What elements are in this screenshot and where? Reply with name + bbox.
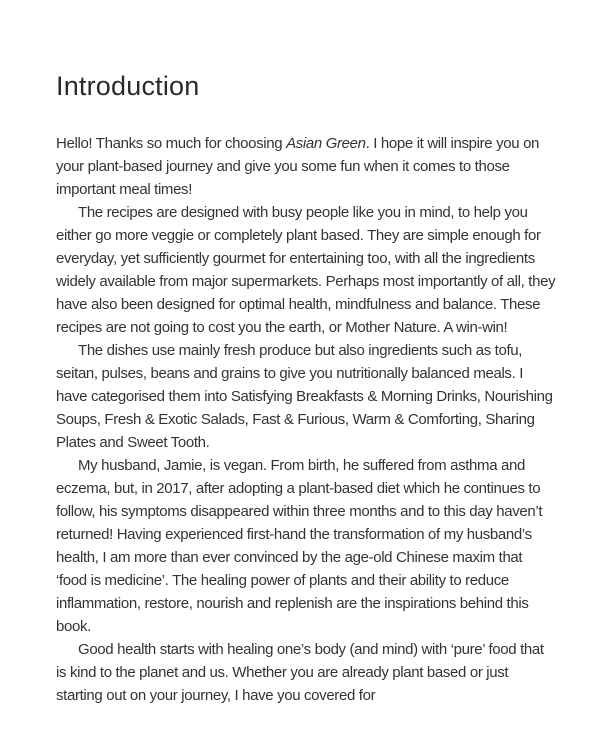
paragraph [56,132,556,201]
paragraph: My husband, Jamie, is vegan. From birth, he suffered from asthma and eczema, but, in 2017, after adopting a plant-based diet which he continues to follow, his symptoms disappeared within three months and to this day haven’t returned! Having experienced first-hand the transformation of my husband’s health, I am more than ever convinced by the age-old Chinese maxim that ‘food is medicine’. The healing power of plants and their ability to reduce inflammation, restore, nourish and replenish are the inspirations behind this book. [56,457,543,635]
paragraph-text: Hello! Thanks so much for choosing [56,135,287,152]
chapter-title: Introduction [56,71,200,101]
paragraph: The recipes are designed with busy people like you in mind, to help you either go more veggie or completely plant based. They are simple enough for everyday, yet sufficiently gourmet for entertaining too, with all the ingredients widely available from major supermarkets. Perhaps most importantly of all, they have also been designed for optimal health, mindfulness and balance. These recipes are not going to cost you the earth, or Mother Nature. A win-win! [56,204,556,336]
paragraph-text: . I hope it will inspire you on your plant-based journey and give you some fun when it comes to those important meal times! [56,135,540,198]
paragraph: The dishes use mainly fresh produce but also ingredients such as tofu, seitan, pulses, beans and grains to give you nutritionally balanced meals. I have categorised them into Satisfying Breakfasts & Morning Drinks, Nourishing Soups, Fresh & Exotic Salads, Fast & Furious, Warm & Comforting, Sharing Plates and Sweet Tooth. [56,342,553,451]
paragraph: Good health starts with healing one’s body (and mind) with ‘pure’ food that is kind to the planet and us. Whether you are already plant based or just starting out on your journey, I have you covered for [56,641,544,704]
book-title-italic: Asian Green [286,135,366,152]
